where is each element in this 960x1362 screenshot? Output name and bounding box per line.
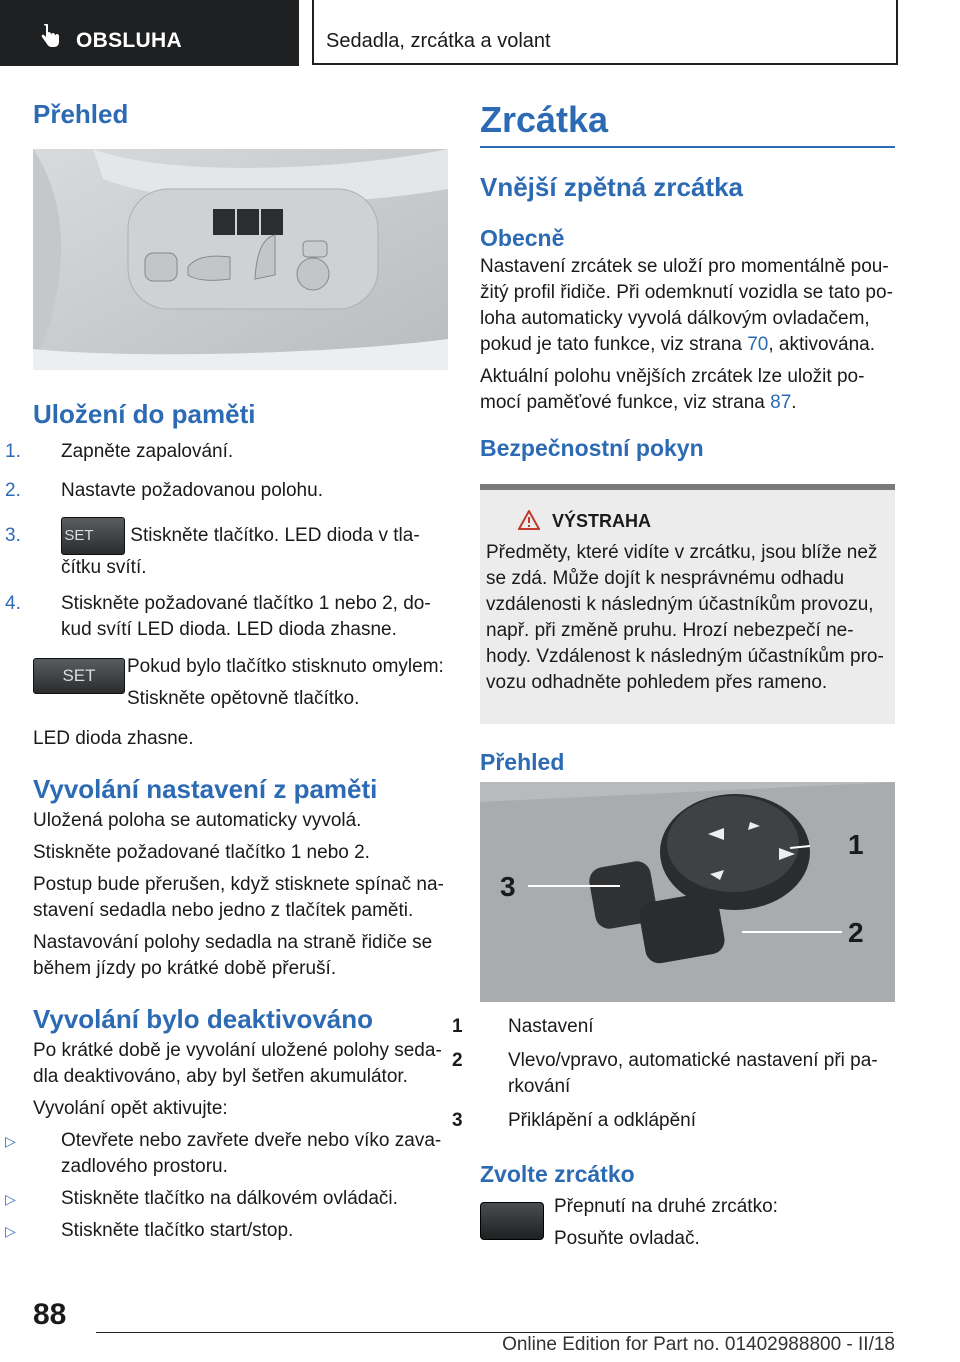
seat-controls-photo	[33, 149, 448, 370]
recall-p2: Stiskněte požadované tlačítko 1 nebo 2.	[33, 842, 370, 863]
save-step-4: 4. Stiskněte požadované tlačítko 1 nebo 2, dokud svítí LED dioda. LED dioda zhasne.	[5, 593, 431, 640]
exterior-mirrors-heading: Vnější zpětná zrcátka	[480, 172, 743, 202]
page-link-87[interactable]: 87	[770, 392, 792, 413]
general-heading: Obecně	[480, 225, 565, 251]
deact-p2: Vyvolání opět aktivujte:	[33, 1098, 228, 1119]
save-step-2: 2. Nastavte požadovanou polohu.	[5, 480, 323, 501]
footer-rule	[96, 1332, 893, 1333]
mirror-legend	[452, 1014, 895, 1254]
warning-triangle-icon	[518, 510, 540, 530]
right-column	[480, 100, 895, 776]
recall-heading: Vyvolání nastavení z paměti	[33, 774, 378, 804]
header-section-tab	[0, 0, 299, 66]
triangle-bullet-icon: ▷	[5, 1191, 16, 1207]
legend-item-1: 1 Nastavení	[452, 1016, 594, 1037]
select-mirror-note	[480, 1194, 895, 1254]
mistake-note	[33, 654, 448, 720]
warning-box	[480, 484, 895, 724]
warning-label-row: VÝSTRAHA	[518, 508, 887, 534]
hand-pointer-icon	[40, 24, 60, 48]
mirror-switch-icon	[480, 1202, 544, 1240]
set-button-icon: SET	[61, 517, 125, 555]
deact-item-3: ▷ Stiskněte tlačítko start/stop.	[33, 1218, 448, 1244]
header-chapter	[312, 0, 898, 65]
recall-p4: Nastavování polohy sedadla na straně řidiče se během jízdy po krátké době přeruší.	[33, 932, 433, 979]
triangle-bullet-icon: ▷	[5, 1223, 16, 1239]
heading-rule	[480, 146, 895, 148]
save-step-1: 1. Zapněte zapalování.	[5, 441, 234, 462]
left-column	[33, 100, 448, 128]
save-section	[5, 399, 448, 1244]
general-p2: Aktuální polohu vnějších zrcátek lze uložit pomocí paměťové funkce, viz strana 87.	[480, 366, 865, 413]
led-off-text: LED dioda zhasne.	[33, 728, 194, 749]
overview-heading: Přehled	[33, 99, 129, 129]
general-p1: Nastavení zrcátek se uloží pro momentálně použitý profil řidiče. Při odemknutí vozidla se tato poloha automaticky vyvolá dálkovým ovladačem, pokud je tato funkce, viz strana 70, aktivována.	[480, 256, 893, 355]
mistake-line-1: Pokud bylo tlačítko stisknuto omylem:	[127, 656, 444, 677]
deact-p1: Po krátké době je vyvolání uložené polohy sedadla deaktivováno, aby byl šetřen akumulátor.	[33, 1040, 442, 1087]
legend-item-3: 3 Přiklápění a odklápění	[452, 1110, 697, 1131]
deact-item-1: ▷ Otevřete nebo zavřete dveře nebo víko zavazadlového prostoru.	[5, 1130, 442, 1177]
mirror-overview-heading: Přehled	[480, 749, 565, 775]
save-step-3: 3. SET Stiskněte tlačítko. LED dioda v tlačítku svítí.	[33, 517, 448, 581]
mirror-controls-photo	[480, 782, 895, 1002]
callout-2: 2	[848, 917, 864, 948]
select-mirror-heading: Zvolte zrcátko	[480, 1161, 635, 1187]
triangle-bullet-icon: ▷	[5, 1133, 16, 1149]
legend-item-2: 2 Vlevo/vpravo, automatické nastavení při parkování	[452, 1050, 878, 1097]
safety-heading: Bezpečnostní pokyn	[480, 435, 704, 461]
callout-3: 3	[500, 871, 516, 902]
page-link-70[interactable]: 70	[747, 334, 769, 355]
mistake-line-2: Stiskněte opětovně tlačítko.	[127, 688, 360, 709]
set-button-icon: SET	[33, 658, 125, 694]
callout-1: 1	[848, 829, 864, 860]
deactivated-heading: Vyvolání bylo deaktivováno	[33, 1004, 374, 1034]
recall-p3: Postup bude přerušen, když stisknete spínač nastavení sedadla nebo jedno z tlačítek paměti.	[33, 874, 444, 921]
mirrors-heading: Zrcátka	[480, 99, 609, 140]
warning-text: Předměty, které vidíte v zrcátku, jsou blíže než se zdá. Může dojít k nesprávnému odhadu vzdálenosti k následným účastníkům provozu, např. při změně pruhu. Hrozí nebezpečí nehody. Vzdálenost k následným účastníkům provozu odhadněte pohledem přes rameno.	[486, 542, 884, 693]
recall-p1: Uložená poloha se automaticky vyvolá.	[33, 810, 362, 831]
section-label: OBSLUHA	[76, 29, 182, 52]
deact-item-2: ▷ Stiskněte tlačítko na dálkovém ovládači.	[33, 1186, 448, 1212]
save-heading: Uložení do paměti	[33, 399, 256, 429]
page-number: 88	[33, 1298, 67, 1331]
footer-edition: Online Edition for Part no. 01402988800 - II/18	[502, 1334, 895, 1355]
chapter-label: Sedadla, zrcátka a volant	[326, 30, 551, 52]
select-p2: Posuňte ovladač.	[554, 1228, 700, 1249]
select-p1: Přepnutí na druhé zrcátko:	[554, 1196, 778, 1217]
